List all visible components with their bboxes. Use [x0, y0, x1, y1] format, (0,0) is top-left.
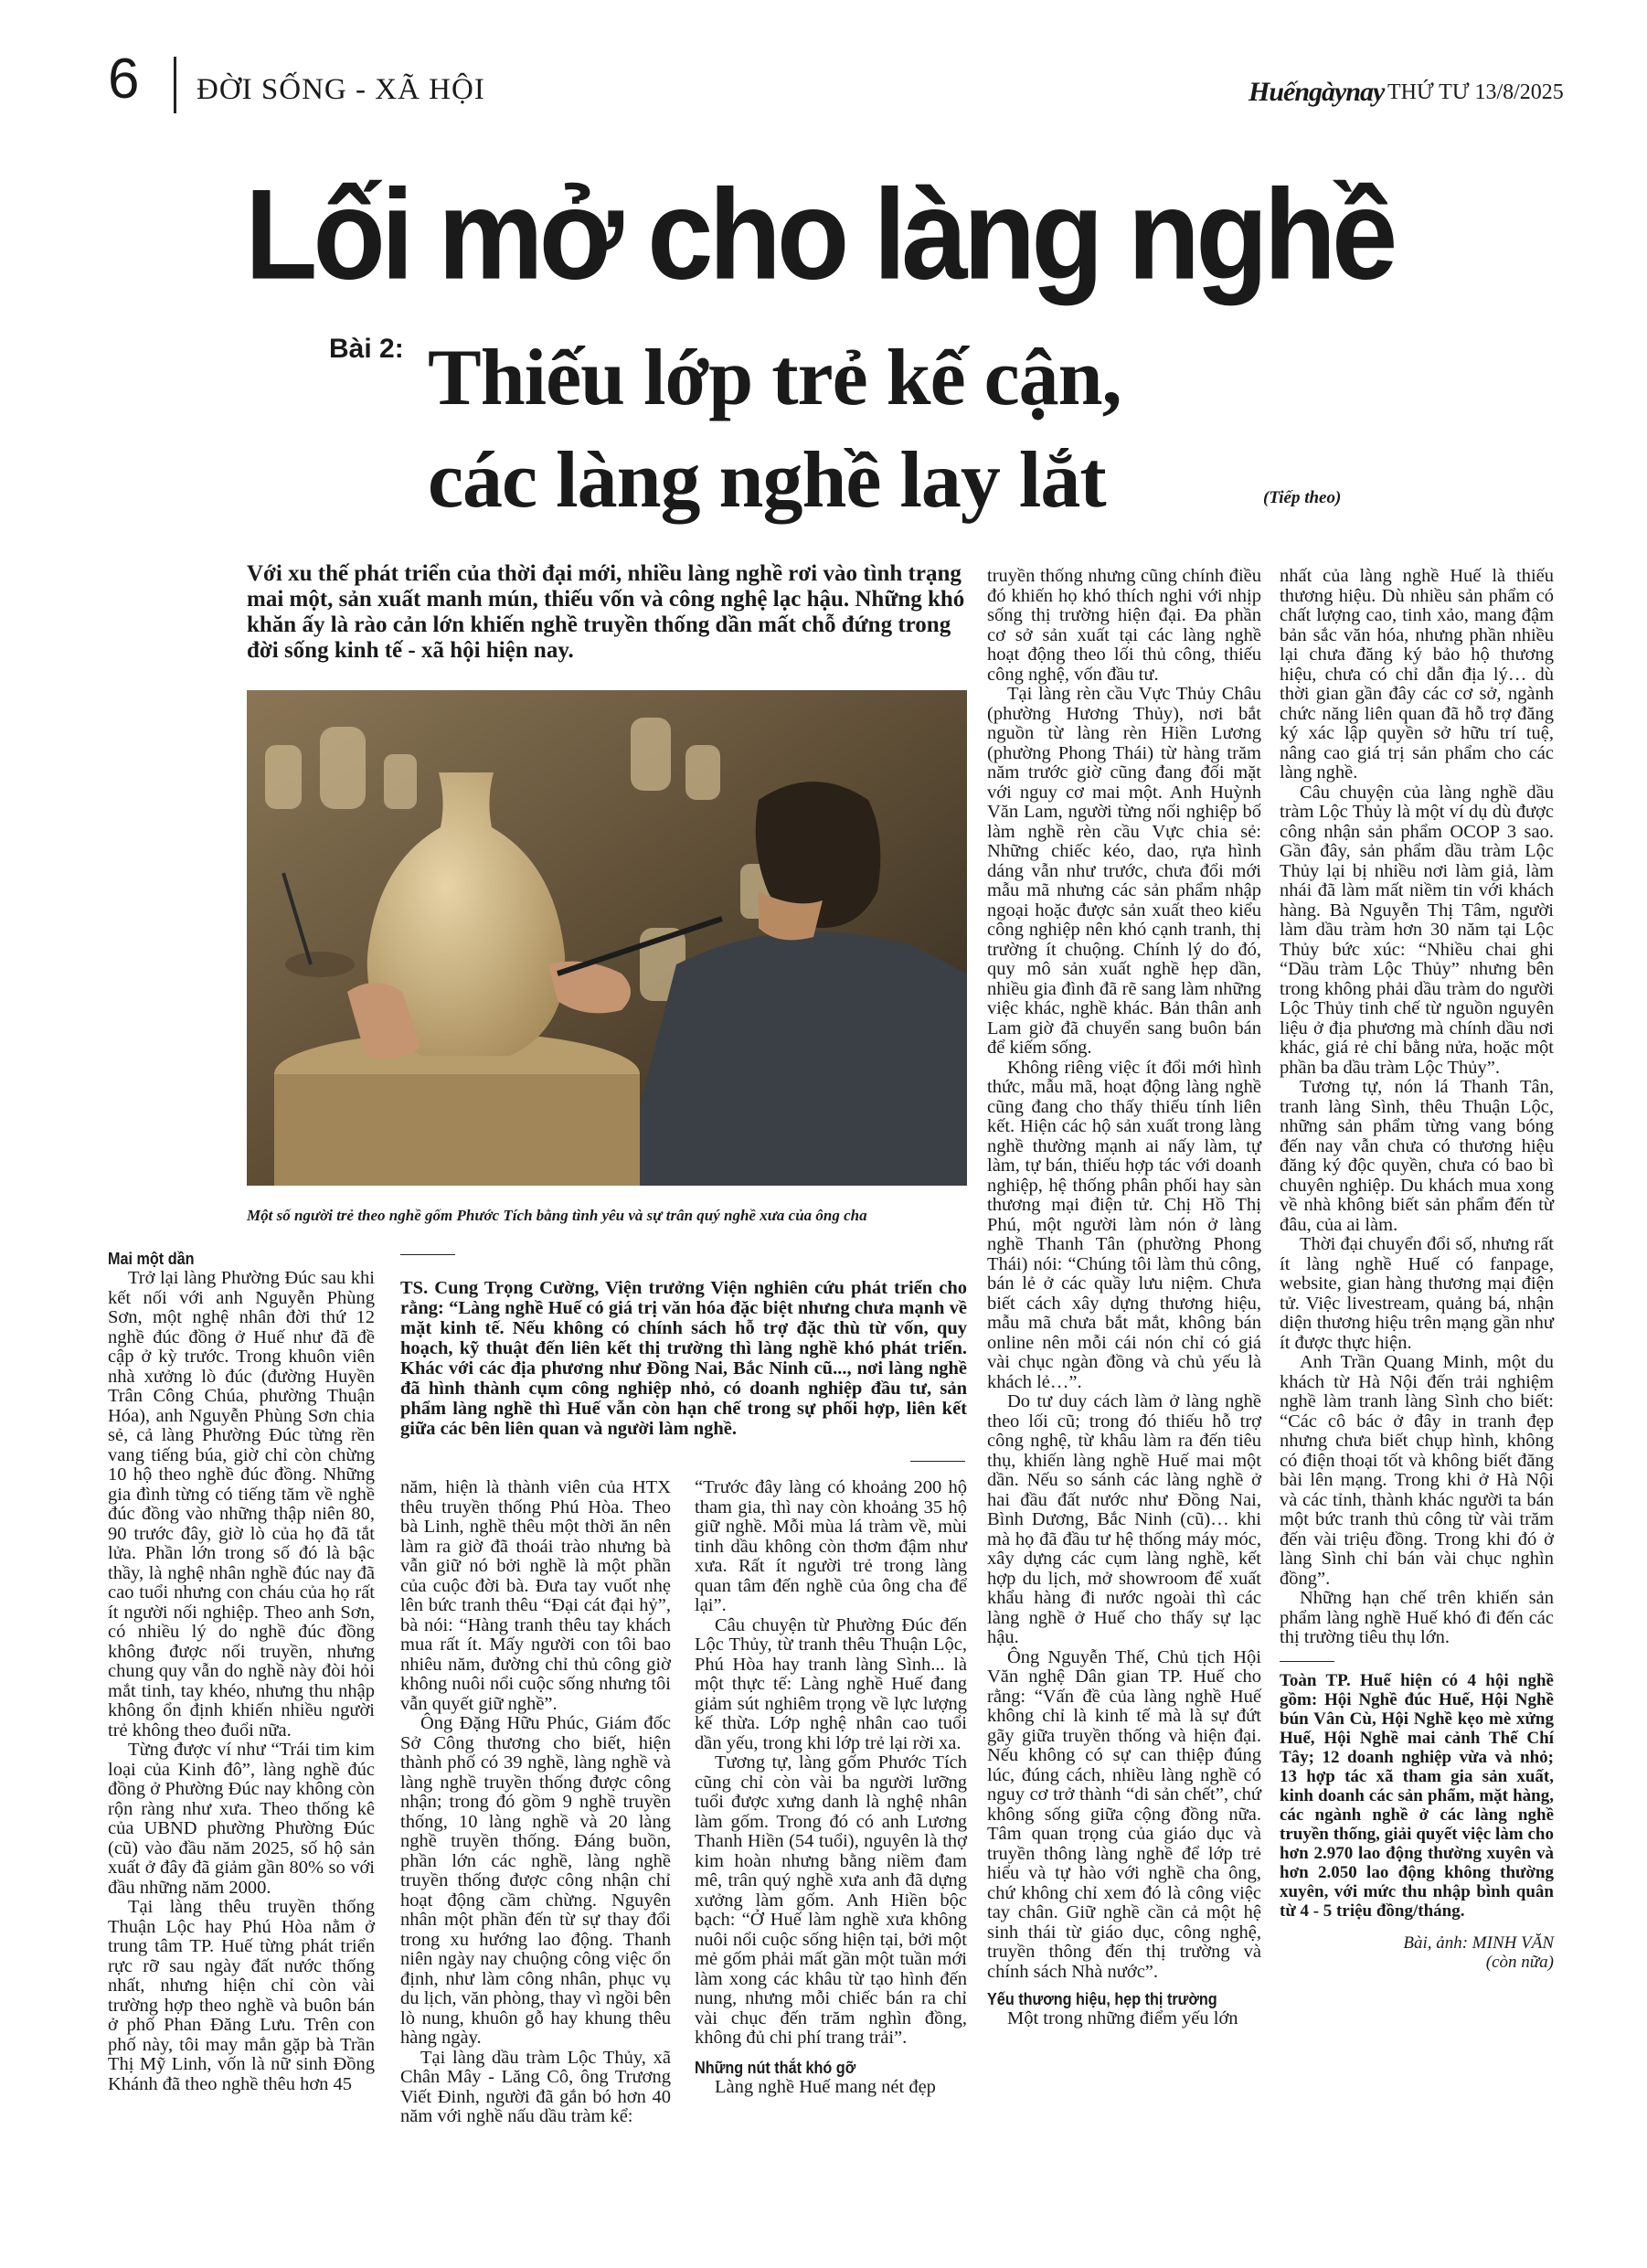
- column-1: [108, 1249, 375, 2094]
- column-3: [695, 1478, 967, 2097]
- paragraph: nhất của làng nghề Huế là thiếu thương hiệu. Dù nhiều sản phẩm có chất lượng cao, tinh xảo, mang đậm bản sắc văn hóa, nhưng phần nhiều lại chưa đăng ký bảo hộ thương hiệu, chưa có chỉ dẫn địa lý… dù thời gian gần đây các cơ sở, ngành chức năng liên quan đã hỗ trợ đăng ký xác lập quyền sở hữu trí tuệ, nâng cao giá trị sản phẩm cho các làng nghề.: [1280, 566, 1554, 783]
- subhead-nut-that: Những nút thắt khó gỡ: [695, 2058, 856, 2077]
- to-be-continued: (còn nữa): [1485, 1953, 1554, 1972]
- subhead-mai-mot-dan: Mai một dần: [108, 1250, 195, 1268]
- page-number: 6: [108, 48, 140, 111]
- paragraph: năm, hiện là thành viên của HTX thêu truyền thống Phú Hòa. Theo bà Linh, nghề thêu một thời ăn nên làm ra giờ đã thoái trào nhưng bà vẫn giữ nó bởi nghề là một phần của cuộc đời bà. Đưa tay vuốt nhẹ lên bức tranh thêu “Đại cát đại hỷ”, bà nói: “Hàng tranh thêu tay khách mua rất ít. Mấy người con tôi bao nhiêu năm, đường chỉ thủ công giờ không nuôi nổi cuộc sống nhưng tôi vẫn quyết giữ nghề”.: [400, 1477, 671, 1714]
- paragraph: “Trước đây làng có khoảng 200 hộ tham gia, thì nay còn khoảng 35 hộ giữ nghề. Mỗi mùa lá tràm về, mùi tinh dầu không còn thơm đậm như xưa. Rất ít người trẻ trong làng quan tâm đến nghề của ông cha để lại”.: [695, 1477, 967, 1615]
- paragraph: Ông Đặng Hữu Phúc, Giám đốc Sở Công thương cho biết, hiện thành phố có 39 nghề, làng nghề và làng nghề truyền thống được công nhận; trong đó gồm 9 nghề truyền thống, 10 làng nghề và 20 làng nghề truyền thống. Đáng buồn, phần lớn các nghề, làng nghề truyền thống được công nhận chỉ hoạt động cầm chừng. Nguyên nhân một phần đến từ sự thay đổi trong xu hướng lao động. Thanh niên ngày nay chuộng công việc ổn định, như làm công nhân, phục vụ du lịch, văn phòng, thay vì ngồi bên lò nung, khuôn gỗ hay khung thêu hàng ngày.: [400, 1713, 671, 2048]
- header-divider: [174, 57, 176, 113]
- column-5: [1280, 567, 1554, 1973]
- paragraph: Ông Nguyễn Thế, Chủ tịch Hội Văn nghệ Dân gian TP. Huế cho rằng: “Vấn đề của làng nghề Huế không chỉ là kinh tế mà là sự đứt gãy giữa truyền thống và hiện đại. Nếu không có sự can thiệp đúng lúc, đúng cách, nhiều làng nghề có nguy cơ trở thành “di sản chết”, chứ không sống giữa cộng đồng nữa. Tâm quan trọng của giáo dục và truyền thông làng nghề để lớp trẻ hiểu và tự hào với nghề cha ông, chứ không chỉ xem đó là công việc tay chân. Giữ nghề cần cả một hệ sinh thái từ giáo dục, công nghệ, truyền thông đến thị trường và chính sách Nhà nước”.: [987, 1646, 1261, 1982]
- column-4: [987, 567, 1261, 2029]
- paragraph: Không riêng việc ít đổi mới hình thức, mẫu mã, hoạt động làng nghề cũng đang cho thấy thiếu tính liên kết. Hiện các hộ sản xuất trong làng nghề thường mạnh ai nấy làm, tự làm, tự bán, thiếu hợp tác với doanh nghiệp, hệ thống phân phối hay sàn thương mại điện tử. Chị Hồ Thị Phú, một người làm nón ở làng nghề Thanh Tân (phường Phong Thái) nói: “Chúng tôi làm thủ công, bán lẻ ở các quầy lưu niệm. Chưa biết cách xây dựng thương hiệu, mẫu mã chưa bắt mắt, không bán online nên mỗi cái nón chỉ có giá vài chục ngàn đồng và chủ yếu là khách lẻ…”.: [987, 1057, 1261, 1392]
- paragraph: Một trong những điểm yếu lớn: [1007, 2008, 1238, 2028]
- series-label: Bài 2:: [329, 334, 404, 364]
- paragraph: Anh Trần Quang Minh, một du khách từ Hà Nội đến trải nghiệm nghề làm tranh làng Sình cho biết: “Các cô bác ở đây in tranh đẹp nhưng chưa biết chụp hình, không có điện thoại tốt và không biết đăng bài lên mạng. Trong khi ở Hà Nội và các tỉnh, thành khác người ta bán một bức tranh thủ công từ vài trăm đến vài triệu đồng. Trong khi đó ở làng Sình chỉ bán vài chục nghìn đồng”.: [1280, 1352, 1554, 1589]
- photo-caption: Một số người trẻ theo nghề gốm Phước Tích bằng tình yêu và sự trân quý nghề xưa của ông cha: [247, 1207, 867, 1224]
- paragraph: Tương tự, làng gốm Phước Tích cũng chỉ còn vài ba người lưỡng tuổi được xưng danh là nghệ nhân làm gốm. Trong đó có anh Lương Thanh Hiền (54 tuổi), nguyên là thợ kim hoàn nhưng bằng niềm đam mê, trân quý nghề xưa anh đã dựng xưởng làm gốm. Anh Hiền bộc bạch: “Ở Huế làm nghề xưa không nuôi nổi cuộc sống hiện tại, bởi một mẻ gốm phải mất gần một tuần mới làm xong các khâu từ tạo hình đến nung, nhưng mỗi chiếc bán ra chỉ vài chục đến trăm nghìn đồng, không đủ chi phí trang trải”.: [695, 1752, 967, 2048]
- subhead-thuong-hieu: Yếu thương hiệu, hẹp thị trường: [987, 1990, 1217, 2008]
- paragraph: Câu chuyện từ Phường Đúc đến Lộc Thủy, từ tranh thêu Thuận Lộc, Phú Hòa hay tranh làng Sình... là một thực tế: Làng nghề Huế đang giảm sút nghiêm trọng về lực lượng kế thừa. Lớp nghệ nhân cao tuổi dần yếu, trong khi lớp trẻ lại rời xa.: [695, 1614, 967, 1753]
- paragraph: Do tư duy cách làm ở làng nghề theo lối cũ; trong đó thiếu hỗ trợ công nghệ, từ khâu làm ra đến tiêu thụ, khiến làng nghề Huế mai một dần. Nếu so sánh các làng nghề ở hai đầu đất nước như Đồng Nai, Bình Dương, Bắc Ninh (cũ)… khi mà họ đã đầu tư hệ thống máy móc, xây dựng các cụm làng nghề, kết hợp du lịch, mở showroom để xuất khẩu hàng đi nước ngoài thì các làng nghề ở Huế cho thấy sự lạc hậu.: [987, 1391, 1261, 1647]
- paragraph: Tại làng rèn cầu Vực Thủy Châu (phường Hương Thủy), nơi bắt nguồn từ làng rèn Hiền Lương (phường Phong Thái) từ hàng trăm năm trước giờ cũng đang đối mặt với nguy cơ mai một. Anh Huỳnh Văn Lam, người từng nối nghiệp bố làm nghề rèn cầu Vực chia sẻ: Những chiếc kéo, dao, rựa hình dáng vẫn như trước, chưa đổi mới mẫu mã nhưng các sản phẩm nhập ngoại hoặc được sản xuất theo kiểu công nghiệp nên khó cạnh tranh, thị trường ít chuộng. Chính lý do đó, quy mô sản xuất nghề hẹp dần, nhiều gia đình đã rẽ sang làm những việc khác, nghề khác. Bản thân anh Lam giờ đã chuyển sang buôn bán để kiếm sống.: [987, 684, 1261, 1058]
- paragraph: Thời đại chuyển đổi số, nhưng rất ít làng nghề Huế có fanpage, website, gian hàng thương mại điện tử. Việc livestream, quảng bá, nhận diện thương hiệu trên mạng gần như ít được thực hiện.: [1280, 1234, 1554, 1353]
- column-2: [400, 1478, 671, 2127]
- byline: Bài, ảnh: MINH VĂN: [1403, 1933, 1554, 1953]
- paragraph: Câu chuyện của làng nghề dầu tràm Lộc Thủy là một ví dụ dù được công nhận sản phẩm OCOP 3 sao. Gần đây, sản phẩm dầu tràm Lộc Thủy lại bị nhiều nơi làm giả, làm nhái đã làm mất niềm tin với khách hàng. Bà Nguyễn Thị Tâm, người làm dầu tràm hơn 30 năm tại Lộc Thủy bức xúc: “Nhiều chai ghi “Dầu tràm Lộc Thủy” nhưng bên trong không phải dầu tràm do người Lộc Thủy tinh chế từ nguồn nguyên liệu ở địa phương mà chính dầu nơi khác, giá rẻ chỉ bằng nửa, hoặc một phần ba dầu tràm Lộc Thủy”.: [1280, 782, 1554, 1078]
- subtitle-line-1: Thiếu lớp trẻ kế cận,: [428, 334, 1121, 422]
- paragraph: Làng nghề Huế mang nét đẹp: [715, 2076, 936, 2097]
- issue-date: THỨ TƯ 13/8/2025: [1387, 80, 1564, 104]
- paragraph: truyền thống nhưng cũng chính điều đó khiến họ khó thích nghi với nhịp sống thị trường hiện đại. Đa phần cơ sở sản xuất tại các làng nghề hoạt động theo lối thủ công, thiếu công nghệ, vốn đầu tư.: [987, 566, 1261, 685]
- paragraph: Trở lại làng Phường Đúc sau khi kết nối với anh Nguyễn Phùng Sơn, một nghệ nhân đời thứ 12 nghề đúc đồng ở Huế như đã đề cập ở kỳ trước. Trong khuôn viên nhà xưởng lò đúc (đường Huyền Trân Công Chúa, phường Thuận Hóa), anh Nguyễn Phùng Sơn chia sẻ, cả làng Phường Đúc từng rền vang tiếng búa, giờ chỉ còn chừng 10 hộ theo nghề đúc đồng. Những gia đình từng có tiếng tăm về nghề đúc đồng vào những thập niên 80, 90 trước đây, giờ lò của họ đã tắt lửa. Phần lớn trong số đó là bậc thầy, là nghệ nhân nghề đúc nay đã cao tuổi nhưng con cháu của họ rất ít người nối nghiệp. Theo anh Sơn, có nhiều lý do nghề đúc đồng không được nối truyền, nhưng chung quy vẫn do nghề này đòi hỏi mắt tinh, tay khéo, nhưng thu nhập không ổn định khiến nhiều người trẻ không theo đuổi nữa.: [108, 1268, 375, 1741]
- box-rule: [1280, 1661, 1334, 1662]
- paragraph: Tại làng dầu tràm Lộc Thủy, xã Chân Mây - Lăng Cô, ông Trương Viết Đinh, người đã gắn bó hơn 40 năm với nghề nấu dầu tràm kể:: [400, 2047, 671, 2126]
- quote-rule-top: [400, 1254, 455, 1255]
- continued-label: (Tiếp theo): [1263, 488, 1342, 507]
- paragraph: Những hạn chế trên khiến sản phẩm làng nghề Huế khó đi đến các thị trường tiêu thụ lớn.: [1280, 1588, 1554, 1647]
- paragraph: Tại làng thêu truyền thống Thuận Lộc hay Phú Hòa nằm ở trung tâm TP. Huế từng phát triển rực rỡ sau ngày đất nước thống nhất, nhưng hiện chỉ còn vài trường hợp theo nghề và buôn bán ở phố Phan Đăng Lưu. Trên con phố này, tôi may mắn gặp bà Trần Thị Mỹ Linh, vốn là nữ sinh Đồng Khánh đã theo nghề thêu hơn 45: [108, 1897, 375, 2094]
- quote-rule-bottom: [910, 1461, 965, 1462]
- expert-quote: TS. Cung Trọng Cường, Viện trưởng Viện nghiên cứu phát triển cho rằng: “Làng nghề Huế có giá trị văn hóa đặc biệt nhưng chưa mạnh về mặt kinh tế. Nếu không có chính sách hỗ trợ đặc thù từ vốn, quy hoạch, kỹ thuật đến liên kết thị trường thì làng nghề khó phát triển. Khác với các địa phương như Đồng Nai, Bắc Ninh cũ..., nơi làng nghề đã hình thành cụm công nghiệp nhỏ, có doanh nghiệp đầu tư, sản phẩm làng nghề thì Huế vẫn còn hạn chế trong sự phối hợp, liên kết giữa các bên liên quan và người làm nghề.: [400, 1278, 967, 1439]
- section-name: ĐỜI SỐNG - XÃ HỘI: [197, 73, 485, 106]
- article-title: Lối mở cho làng nghề: [245, 162, 1394, 306]
- paragraph: Tương tự, nón lá Thanh Tân, tranh làng Sình, thêu Thuận Lộc, những sản phẩm từng vang bóng đến nay vẫn chưa có thương hiệu đăng ký độc quyền, chưa có bao bì chuyên nghiệp. Du khách mua xong về nhà không biết sản phẩm đến từ đâu, của ai làm.: [1280, 1077, 1554, 1235]
- article-subtitle: [428, 327, 1342, 532]
- pottery-photo: [247, 690, 967, 1186]
- subtitle-line-2: các làng nghề lay lắt: [428, 436, 1106, 525]
- newspaper-logo: Huếngàynay: [1249, 77, 1385, 107]
- statistics-box: Toàn TP. Huế hiện có 4 hội nghề gồm: Hội Nghề đúc Huế, Hội Nghề bún Vân Cù, Hội Nghề kẹo mè xửng Huế, Hội Nghề mai cảnh Thế Chí Tây; 12 doanh nghiệp vừa và nhỏ; 13 hợp tác xã tham gia sản xuất, kinh doanh các sản phẩm, mặt hàng, các ngành nghề ở các làng nghề truyền thống, giải quyết việc làm cho hơn 2.970 lao động thường xuyên và hơn 2.050 lao động không thường xuyên, với mức thu nhập bình quân từ 4 - 5 triệu đồng/tháng.: [1280, 1670, 1554, 1921]
- article-lead: Với xu thế phát triển của thời đại mới, nhiều làng nghề rơi vào tình trạng mai một, sản xuất manh mún, thiếu vốn và công nghệ lạc hậu. Những khó khăn ấy là rào cản lớn khiến nghề truyền thống dần mất chỗ đứng trong đời sống kinh tế - xã hội hiện nay.: [247, 561, 965, 663]
- paragraph: Từng được ví như “Trái tim kim loại của Kinh đô”, làng nghề đúc đồng ở Phường Đúc nay không còn rộn ràng như xưa. Theo thống kê của UBND phường Phường Đúc (cũ) vào đầu năm 2025, số hộ sản xuất ở đây đã giảm gần 80% so với đầu những năm 2000.: [108, 1740, 375, 1898]
- pottery-illustration: [247, 690, 967, 1186]
